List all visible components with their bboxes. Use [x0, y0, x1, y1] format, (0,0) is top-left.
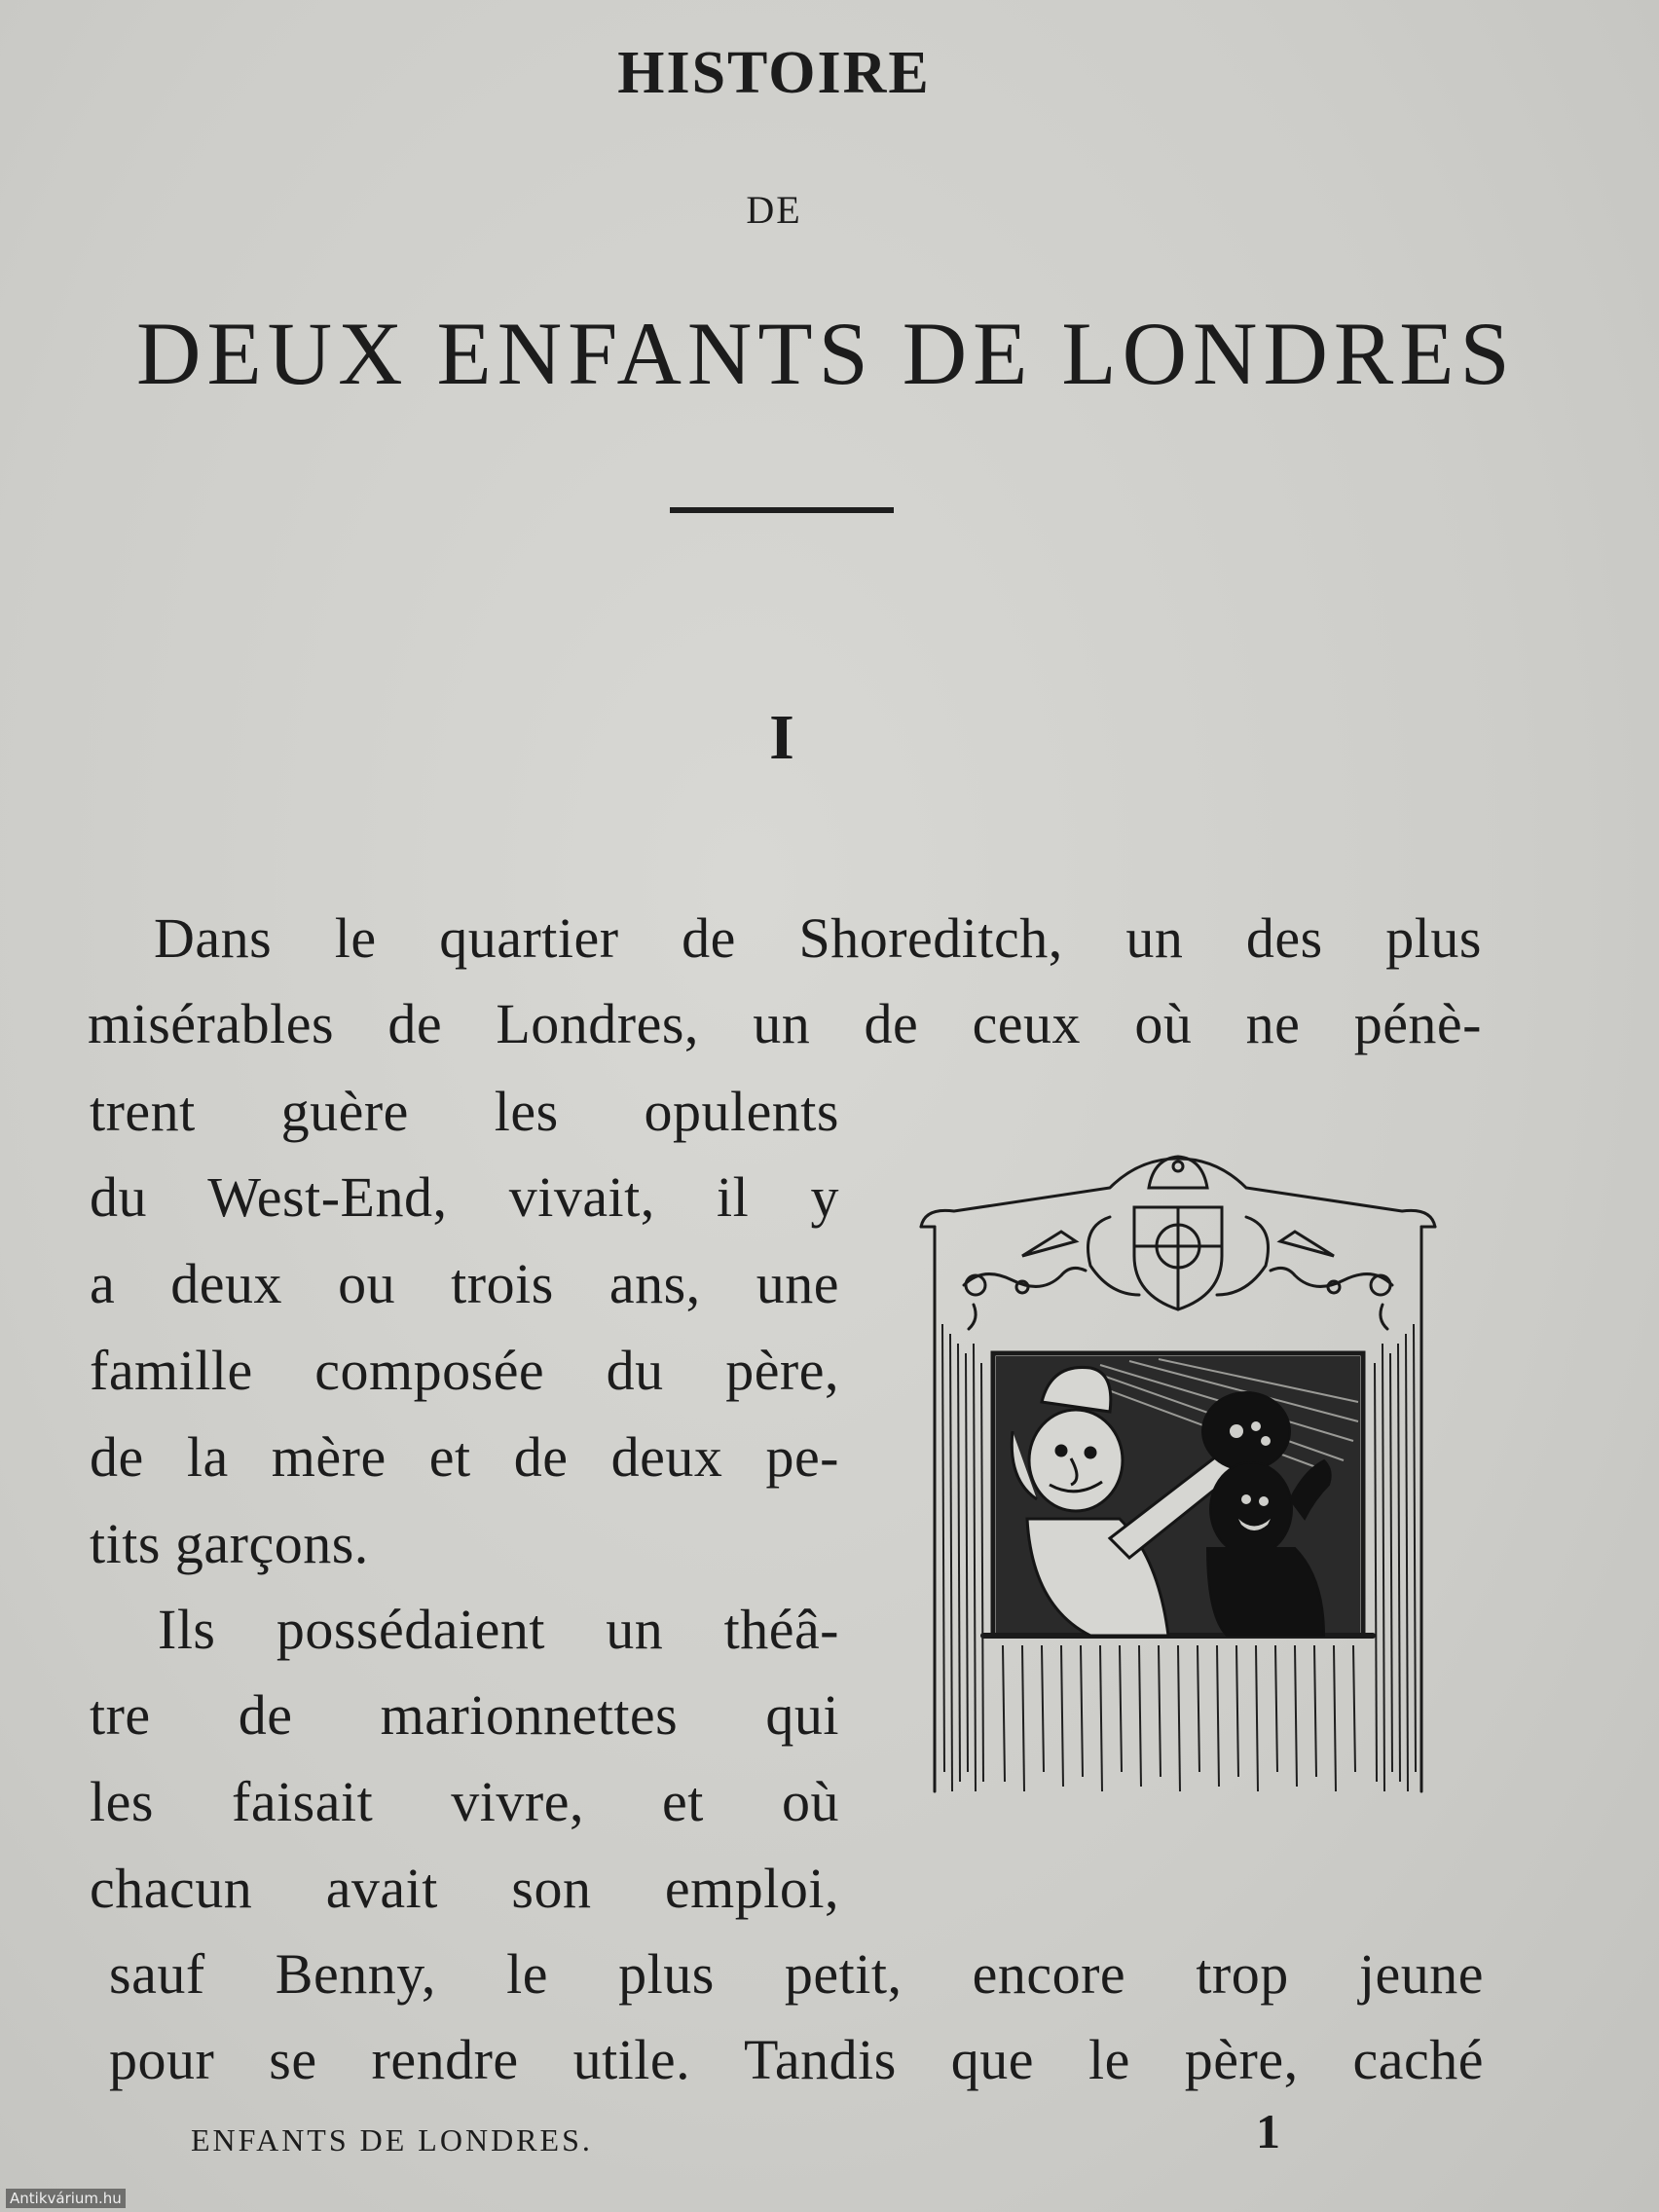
- paragraph-line: a deux ou trois ans, une: [90, 1252, 839, 1315]
- paragraph-line: tre de marionnettes qui: [90, 1683, 839, 1747]
- signature-mark: 1: [1256, 2104, 1280, 2158]
- paragraph-line: famille composée du père,: [90, 1339, 839, 1402]
- puppet-theatre-illustration: [915, 1149, 1441, 1811]
- paragraph-line: trent guère les opulents: [90, 1080, 839, 1143]
- paragraph-line: de la mère et de deux pe-: [90, 1425, 839, 1489]
- paragraph-line: pour se rendre utile. Tandis que le père, caché: [109, 2028, 1484, 2091]
- title-divider: [670, 507, 894, 513]
- paragraph-line: sauf Benny, le plus petit, encore trop jeune: [109, 1942, 1484, 2006]
- chapter-number: I: [769, 702, 794, 773]
- paragraph-line: tits garçons.: [90, 1512, 369, 1575]
- paragraph-line: les faisait vivre, et où: [90, 1770, 839, 1833]
- paragraph-line: Dans le quartier de Shoreditch, un des plus: [154, 906, 1482, 970]
- running-title: ENFANTS DE LONDRES.: [191, 2122, 593, 2157]
- title-de: DE: [746, 188, 802, 232]
- paragraph-line: Ils possédaient un théâ-: [158, 1598, 839, 1661]
- title-main: DEUX ENFANTS DE LONDRES: [136, 304, 1516, 403]
- watermark: Antikvárium.hu: [6, 2189, 126, 2208]
- paragraph-line: du West-End, vivait, il y: [90, 1165, 839, 1229]
- paragraph-line: chacun avait son emploi,: [90, 1857, 839, 1920]
- title-histoire: HISTOIRE: [617, 40, 931, 106]
- paragraph-line: misérables de Londres, un de ceux où ne pénè-: [88, 992, 1482, 1055]
